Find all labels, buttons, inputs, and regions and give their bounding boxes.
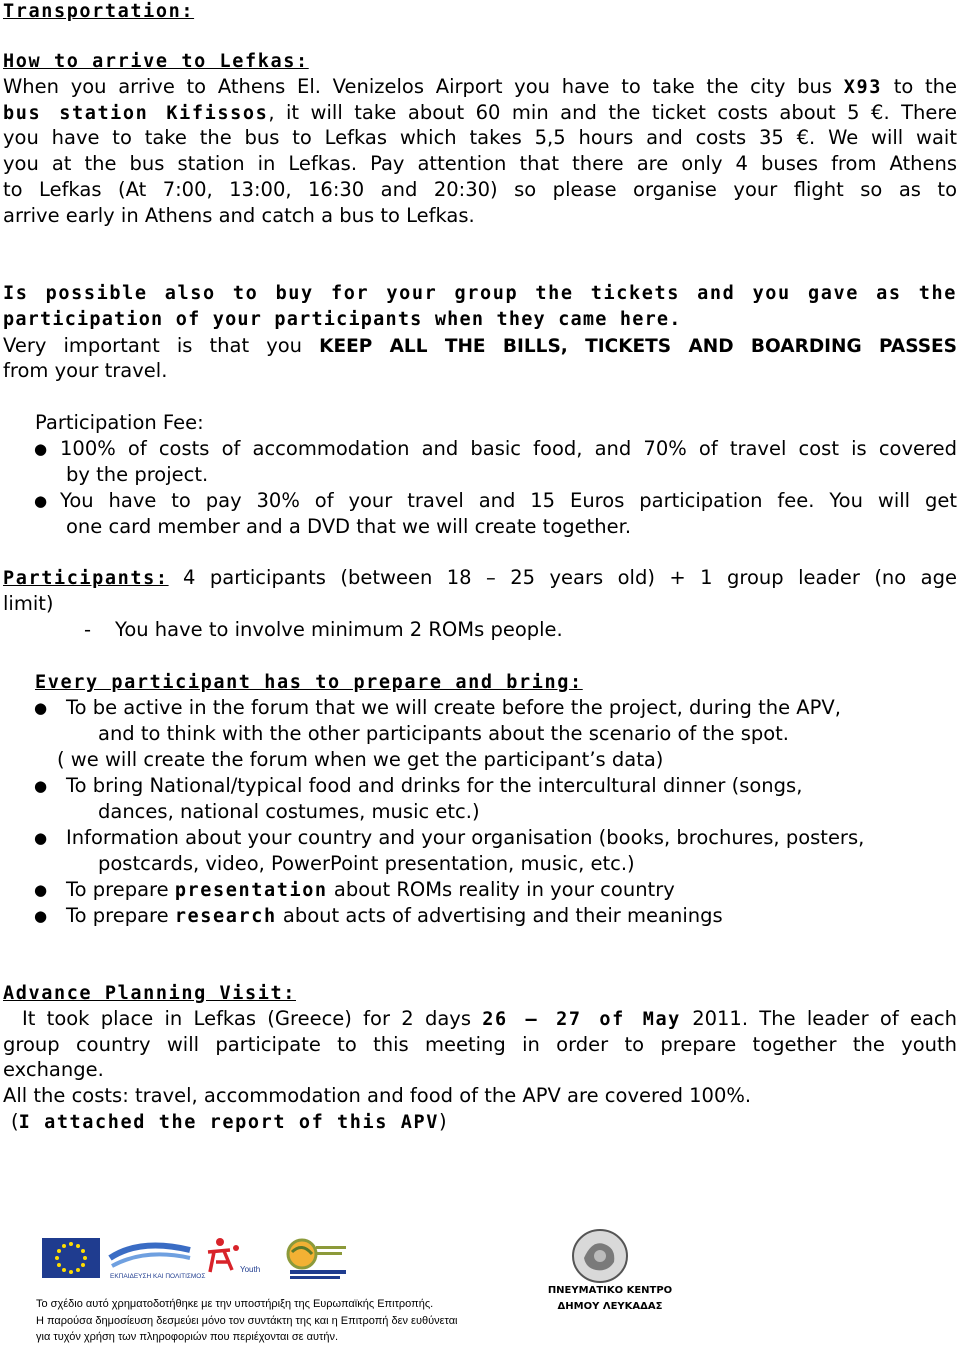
arrive-line: you at the bus station in Lefkas. Pay attention that there are only 4 buses from Athens — [3, 152, 957, 176]
bring-item: To prepare research about acts of advertising and their meanings — [66, 904, 723, 927]
bullet-icon: ● — [34, 699, 48, 717]
participants-section: Participants: 4 participants (between 18 – 25 years old) + 1 group leader (no age limit) — [3, 566, 957, 615]
tickets-line: Very important is that you KEEP ALL THE BILLS, TICKETS AND BOARDING PASSES — [3, 333, 957, 357]
arrive-line: you have to take the bus to Lefkas which takes 5,5 hours and costs 35 €. We will wait — [3, 126, 957, 150]
tickets-line: participation of your participants when they came here. — [3, 308, 682, 330]
fee-label: Participation Fee: — [35, 411, 204, 434]
bring-item: Information about your country and your organisation (books, brochures, posters, postcards, video, PowerPoint presentation, music, etc.) — [66, 826, 865, 875]
bring-item: To bring National/typical food and drinks for the intercultural dinner (songs, dances, national costumes, music etc.) — [66, 774, 803, 823]
culture-swoosh-icon — [110, 1246, 205, 1281]
bullet-icon: ● — [34, 492, 48, 510]
dash-marker: - — [84, 618, 92, 641]
arrive-line: When you arrive to Athens El. Venizelos Airport you have to take the city bus X93 to the — [3, 74, 957, 98]
sponsor-logos — [40, 1232, 360, 1288]
tickets-section — [3, 281, 957, 384]
svg-text:ΕΚΠΑΙΔΕΥΣΗ ΚΑΙ ΠΟΛΙΤΙΣΜΟΣ: ΕΚΠΑΙΔΕΥΣΗ ΚΑΙ ΠΟΛΙΤΙΣΜΟΣ — [110, 1273, 206, 1280]
bullet-icon: ● — [34, 907, 48, 925]
arrive-line: bus station Kifissos, it will take about 60 min and the ticket costs about 5 €. There — [3, 100, 957, 124]
bring-heading: Every participant has to prepare and bring: — [35, 672, 583, 693]
apv-section: Advance Planning Visit: It took place in Lefkas (Greece) for 2 days 26 – 27 of May 2011. The leader of each group country will participate to this meeting in order to prepare together the youth exchange. All the costs: travel, accommodation and food of the APV are covered 100%. (I attached the report of this APV) — [3, 983, 957, 1133]
arrive-heading: How to arrive to Lefkas: — [3, 51, 309, 72]
eu-flag-icon — [42, 1238, 100, 1278]
tickets-line: from your travel. — [3, 359, 168, 383]
tickets-line: Is possible also to buy for your group the tickets and you gave as the — [3, 283, 957, 304]
cultural-center-name: ΠΝΕΥΜΑΤΙΚΟ ΚΕΝΤΡΟ ΔΗΜΟΥ ΛΕΥΚΑΔΑΣ — [547, 1285, 673, 1312]
bullet-icon: ● — [34, 440, 48, 458]
youth-logo-icon — [208, 1238, 260, 1274]
fee-item: You have to pay 30% of your travel and 15 Euros participation fee. You will get one card member and a DVD that we will create together. — [60, 489, 957, 538]
arrive-line: arrive early in Athens and catch a bus to Lefkas. — [3, 203, 475, 227]
bullet-icon: ● — [34, 881, 48, 899]
apv-heading: Advance Planning Visit: — [3, 983, 296, 1004]
svg-text:Youth: Youth — [240, 1265, 261, 1274]
organisation-globe-icon — [288, 1240, 346, 1279]
bullet-icon: ● — [34, 777, 48, 795]
participants-line: You have to involve minimum 2 ROMs people. — [115, 618, 563, 641]
bring-item: To be active in the forum that we will create before the project, during the APV, and to think with the other participants about the scenario of the spot. — [66, 696, 841, 745]
fee-item: 100% of costs of accommodation and basic food, and 70% of travel cost is covered by the project. — [60, 437, 957, 486]
bring-item: To prepare presentation about ROMs reality in your country — [66, 878, 675, 901]
municipal-seal-icon — [570, 1228, 630, 1284]
arrive-section — [3, 48, 957, 229]
funding-disclaimer: Το σχέδιο αυτό χρηματοδοτήθηκε με την υποστήριξη της Ευρωπαϊκής Επιτροπής. Η παρούσα δημοσίευση δεσμεύει μόνο τον συντάκτη της και η Επιτροπή δεν ευθύνεται για τυχόν χρήση των πληροφοριών που περιέχονται σε αυτήν. — [36, 1298, 458, 1343]
arrive-line: to Lefkas (At 7:00, 13:00, 16:30 and 20:30) so please organise your flight so as to — [3, 177, 957, 201]
bring-note: ( we will create the forum when we get the participant’s data) — [57, 748, 664, 771]
participants-heading: Participants: — [3, 568, 169, 589]
transportation-heading: Transportation: — [3, 1, 195, 22]
bullet-icon: ● — [34, 829, 48, 847]
